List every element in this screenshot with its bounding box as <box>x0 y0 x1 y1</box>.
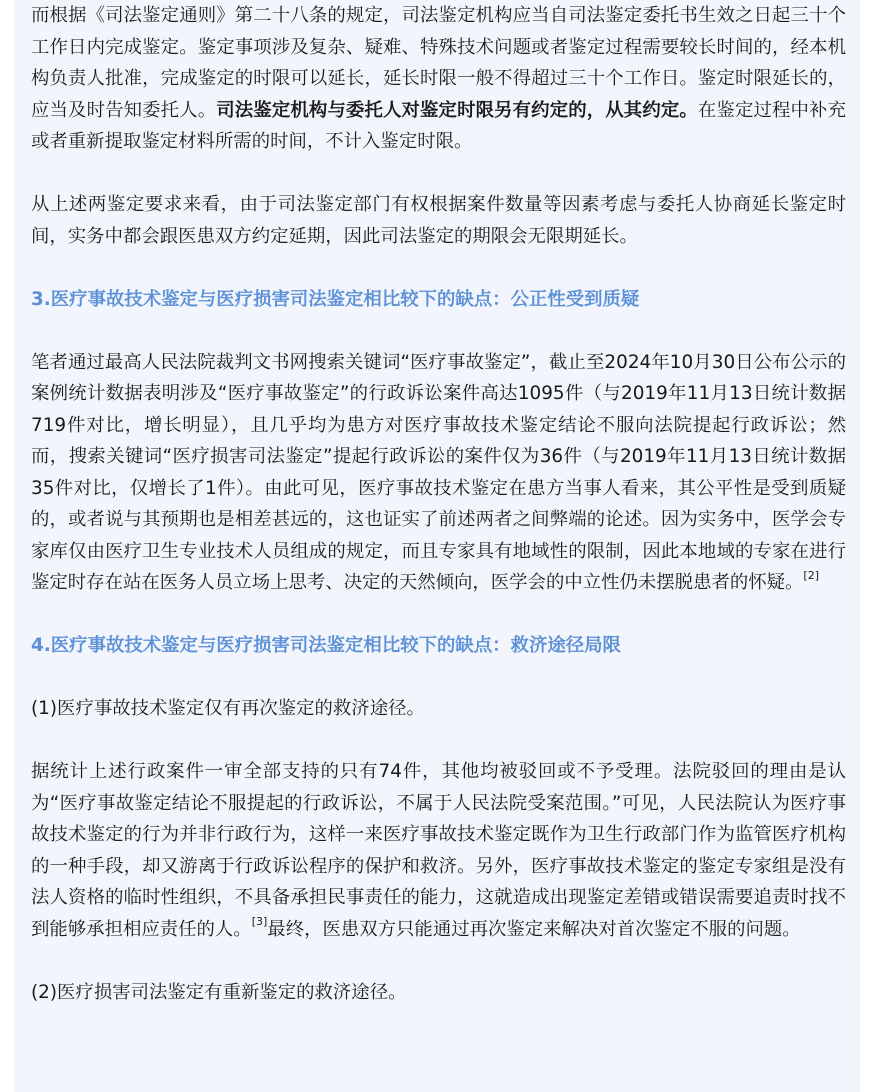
paragraph-subpoint-1: (1)医疗事故技术鉴定仅有再次鉴定的救济途径。 <box>31 698 425 719</box>
paragraph-subpoint-2: (2)医疗损害司法鉴定有重新鉴定的救济途径。 <box>31 981 407 1003</box>
text-segment: 笔者通过最高人民法院裁判文书网搜索关键词“医疗事故鉴定”，截止至2024年10月30日公布公示的案例统计数据表明涉及“医疗事故鉴定”的行政诉讼案件高达1095件（与2019年11月13日统计数据719件对比，增长明显），且几乎均为患方对医疗事故技术鉴定结论不服向法院提起行政诉讼；然而，搜索关键词“医疗损害司法鉴定”提起行政诉讼的案件仅为36件（与2019年11月13日统计数据35件对比，仅增长了1件）。由此可见，医疗事故技术鉴定在患方当事人看来，其公平性是受到质疑的，或者说与其预期也是相差甚远的，这也证实了前述两者之间弊端的论述。因为实务中，医学会专家库仅由医疗卫生专业技术人员组成的规定，而且专家具有地域性的限制，因此本地域的专家在进行鉴定时存在站在医务人员立场上思考、决定的天然倾向，医学会的中立性仍未摆脱患者的怀疑。 <box>31 351 846 593</box>
article-container <box>14 0 860 1092</box>
paragraph-time-limit <box>31 0 846 158</box>
paragraph-statistics <box>31 756 846 945</box>
text-segment: 而根据《司法鉴定通则》第二十八条的规定，司法鉴定机构应当自司法鉴定委托书生效之日起三十个工作日内完成鉴定。鉴定事项涉及复杂、疑难、特殊技术问题或者鉴定过程需要较长时间的，经本机构负责人批准，完成鉴定的时限可以延长，延长时限一般不得超过三十个工作日。鉴定时限延长的，应当及时告知委托人。 <box>31 5 846 121</box>
paragraph-extension: 从上述两鉴定要求来看，由于司法鉴定部门有权根据案件数量等因素考虑与委托人协商延长鉴定时间，实务中都会跟医患双方约定延期，因此司法鉴定的期限会无限期延长。 <box>31 194 846 247</box>
footnote-ref[interactable]: [2] <box>803 568 820 582</box>
text-segment: 据统计上述行政案件一审全部支持的只有74件，其他均被驳回或不予受理。法院驳回的理由是认为“医疗事故鉴定结论不服提起的行政诉讼，不属于人民法院受案范围。”可见，人民法院认为医疗事故技术鉴定的行为并非行政行为，这样一来医疗事故技术鉴定既作为卫生行政部门作为监管医疗机构的一种手段，却又游离于行政诉讼程序的保护和救济。另外，医疗事故技术鉴定的鉴定专家组是没有法人资格的临时性组织，不具备承担民事责任的能力，这就造成出现鉴定差错或错误需要追责时找不到能够承担相应责任的人。 <box>31 761 846 940</box>
text-segment: 在鉴定过程中补充或者重新提取鉴定材料所需的时间，不计入鉴定时限。 <box>31 99 846 152</box>
section-heading-4: 4.医疗事故技术鉴定与医疗损害司法鉴定相比较下的缺点：救济途径局限 <box>31 635 621 656</box>
text-segment: 最终，医患双方只能通过再次鉴定来解决对首次鉴定不服的问题。 <box>267 918 801 940</box>
bold-text-segment: 司法鉴定机构与委托人对鉴定时限另有约定的，从其约定。 <box>216 99 698 121</box>
paragraph-fairness <box>31 347 846 599</box>
section-heading-3: 3.医疗事故技术鉴定与医疗损害司法鉴定相比较下的缺点：公正性受到质疑 <box>31 288 640 310</box>
footnote-ref[interactable]: [3] <box>251 915 268 929</box>
article-body <box>31 0 846 1008</box>
